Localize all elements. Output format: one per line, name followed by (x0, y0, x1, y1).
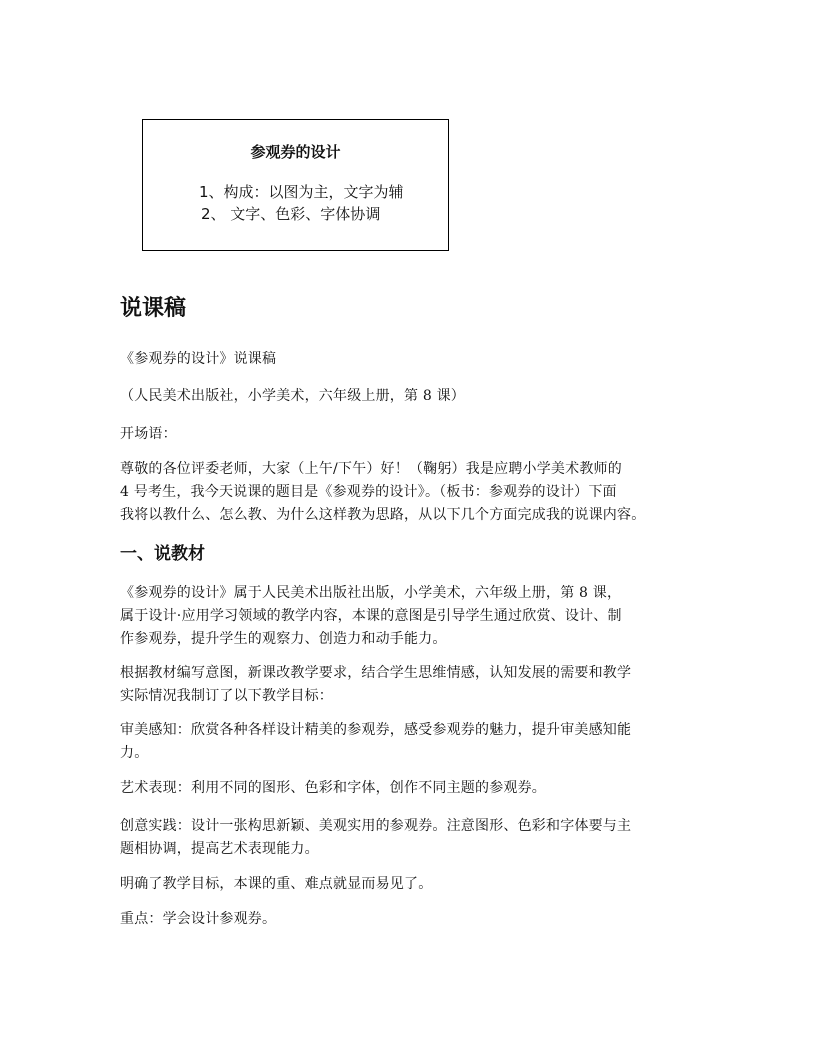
board-line-1: 1、构成：以图为主，文字为辅 (199, 183, 404, 201)
board-title: 参观券的设计 (250, 143, 341, 161)
opening-paragraph (120, 458, 710, 527)
goals-intro-line-2: 实际情况我制订了以下教学目标： (120, 688, 333, 704)
subtitle-text: 《参观券的设计》说课稿 (120, 351, 277, 367)
blackboard-box (142, 119, 449, 251)
opening-label: 开场语： (120, 426, 177, 442)
opening-line-3: 我将以教什么、怎么教、为什么这样教为思路，从以下几个方面完成我的说课内容。 (120, 507, 646, 523)
keypoints-intro-paragraph (120, 873, 710, 896)
goal-aesthetic-line-2: 力。 (120, 745, 149, 761)
goal-art-text: 艺术表现：利用不同的图形、色彩和字体，创作不同主题的参观券。 (120, 780, 546, 796)
document-title: 说课稿 (120, 296, 187, 321)
textbook-paragraph (120, 582, 710, 651)
goal-aesthetic-line-1: 审美感知：欣赏各种各样设计精美的参观券，感受参观券的魅力，提升审美感知能 (120, 722, 632, 738)
opening-line-1: 尊敬的各位评委老师，大家（上午/下午）好！（鞠躬）我是应聘小学美术教师的 (120, 461, 622, 477)
goals-intro-paragraph (120, 662, 710, 708)
goals-intro-line-1: 根据教材编写意图，新课改教学要求，结合学生思维情感，认知发展的需要和教学 (120, 665, 632, 681)
section-heading-textbook: 一、说教材 (120, 544, 205, 564)
source-text: （人民美术出版社，小学美术，六年级上册，第 8 课） (120, 388, 466, 404)
keypoint-text: 重点：学会设计参观券。 (120, 911, 277, 927)
opening-line-2: 4 号考生，我今天说课的题目是《参观券的设计》。（板书：参观券的设计）下面 (120, 484, 617, 500)
goal-art-paragraph (120, 777, 710, 800)
opening-label-paragraph (120, 423, 710, 446)
textbook-line-2: 属于设计·应用学习领域的教学内容，本课的意图是引导学生通过欣赏、设计、制 (120, 608, 622, 624)
keypoints-intro-text: 明确了教学目标，本课的重、难点就显而易见了。 (120, 876, 433, 892)
board-line-2: 2、 文字、色彩、字体协调 (201, 205, 381, 223)
subtitle-paragraph (120, 348, 710, 371)
source-paragraph (120, 385, 710, 408)
textbook-line-3: 作参观券，提升学生的观察力、创造力和动手能力。 (120, 631, 447, 647)
textbook-line-1: 《参观券的设计》属于人民美术出版社出版，小学美术，六年级上册，第 8 课， (120, 585, 622, 601)
goal-creative-paragraph (120, 815, 710, 861)
goal-aesthetic-paragraph (120, 719, 710, 765)
goal-creative-line-2: 题相协调，提高艺术表现能力。 (120, 841, 319, 857)
goal-creative-line-1: 创意实践：设计一张构思新颖、美观实用的参观券。注意图形、色彩和字体要与主 (120, 818, 632, 834)
keypoint-paragraph (120, 908, 710, 931)
